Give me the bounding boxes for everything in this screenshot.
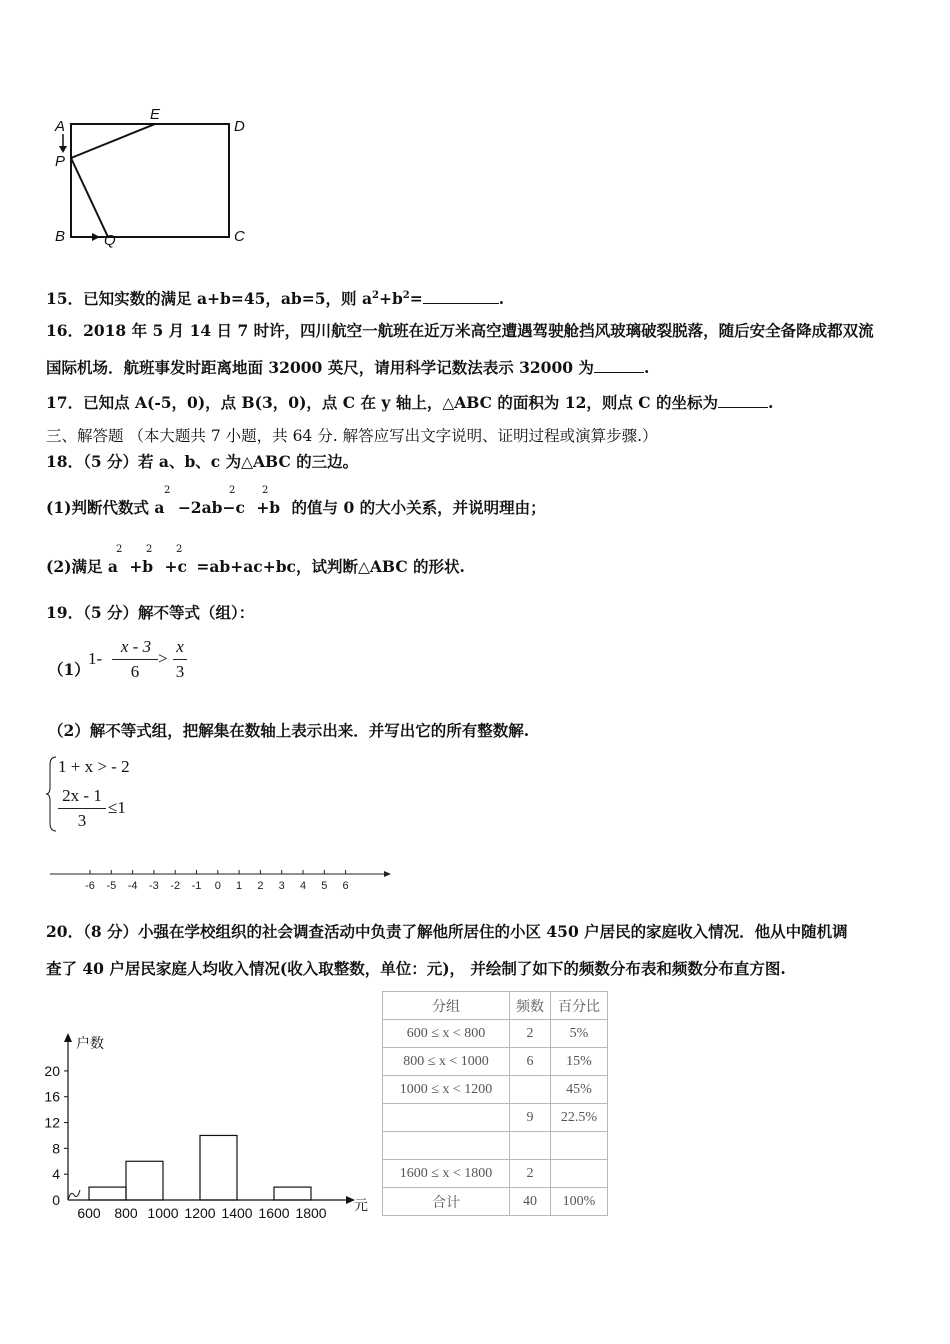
histogram-x-tick-label: 600 — [77, 1205, 101, 1221]
histogram-y-tick-label: 0 — [52, 1192, 60, 1208]
number-line-tick-label: 3 — [278, 880, 285, 892]
question-16-line2 — [46, 358, 649, 378]
table-cell-percent[interactable] — [551, 1132, 608, 1160]
question-19-header: 19．（5 分）解不等式（组）： — [46, 603, 255, 622]
histogram-axis-break — [68, 1190, 80, 1200]
q19-p1-fraction-bar — [112, 659, 158, 660]
q18-p1-b: −2ab−c — [177, 498, 245, 517]
histogram-bar — [126, 1161, 163, 1200]
table-cell-percent: 22.5% — [551, 1104, 608, 1132]
table-cell-count[interactable] — [510, 1076, 551, 1104]
table-header-count: 频数 — [510, 992, 551, 1020]
q19-system-line1: 1 + x > - 2 — [58, 757, 130, 776]
q18-p2-a: (2)满足 a — [46, 557, 118, 576]
rectangle-figure — [40, 100, 270, 260]
table-row — [383, 1104, 608, 1132]
table-cell-percent: 100% — [551, 1188, 608, 1216]
table-cell-group: 800 ≤ x < 1000 — [383, 1048, 510, 1076]
segment-pe — [71, 124, 155, 158]
q15-answer-blank[interactable] — [423, 289, 499, 304]
q18-p2-d: =ab+ac+bc，试判断△ABC 的形状. — [196, 557, 465, 576]
question-18-part2 — [46, 557, 465, 577]
table-cell-count: 2 — [510, 1020, 551, 1048]
histogram-bar — [89, 1187, 126, 1200]
number-line-arrow — [384, 871, 391, 877]
table-cell-count[interactable] — [510, 1132, 551, 1160]
histogram-y-arrow — [64, 1033, 72, 1042]
frequency-table — [382, 991, 608, 1216]
question-18-header: 18．（5 分）若 a、b、c 为△ABC 的三边。 — [46, 452, 359, 471]
number-line-tick-label: -1 — [191, 880, 202, 892]
histogram-x-tick-label: 1800 — [295, 1205, 327, 1221]
question-20-line2: 查了 40 户居民家庭人均收入情况(收入取整数，单位：元)， 并绘制了如下的频数分布表和频数分布直方图. — [46, 959, 786, 978]
question-20-line1: 20．（8 分）小强在学校组织的社会调查活动中负责了解他所居住的小区 450 户居民的家庭收入情况．他从中随机调 — [46, 922, 848, 941]
q18-p2-sup1: 2 — [116, 544, 123, 555]
q19-system-fraction-bar — [58, 808, 106, 809]
histogram-x-tick-label: 1400 — [221, 1205, 253, 1221]
table-row — [383, 1132, 608, 1160]
q18-p1-c: +b — [256, 498, 281, 517]
q18-p1-sup3: 2 — [262, 485, 269, 496]
histogram-xlabel: 元 — [354, 1197, 368, 1213]
q17-answer-blank[interactable] — [718, 393, 768, 408]
q16-line2-text: 国际机场．航班事发时距离地面 32000 英尺，请用科学记数法表示 32000 为 — [46, 358, 594, 377]
q18-p1-d: 的值与 0 的大小关系，并说明理由； — [291, 498, 546, 517]
number-line-tick-label: -5 — [106, 880, 117, 892]
histogram-y-tick-label: 4 — [52, 1166, 60, 1183]
q15-text2: +b — [378, 289, 403, 309]
table-row — [383, 1020, 608, 1048]
table-cell-count: 6 — [510, 1048, 551, 1076]
histogram-chart — [40, 1030, 380, 1230]
table-cell-percent[interactable] — [551, 1160, 608, 1188]
label-e: E — [150, 106, 161, 123]
q17-end: . — [768, 393, 774, 412]
q15-sup-a: 2 — [372, 290, 379, 301]
number-line-tick-label: 1 — [236, 880, 243, 892]
table-total-row — [383, 1188, 608, 1216]
number-line-tick-label: -6 — [85, 880, 95, 892]
segment-pq — [71, 158, 108, 237]
q17-text: 17．已知点 A(-5，0)，点 B(3，0)，点 C 在 y 轴上，△ABC 的面积为 12，则点 C 的坐标为 — [46, 393, 718, 412]
number-line-tick-label: 4 — [299, 880, 307, 892]
q19-p1-rfraction-bar — [173, 659, 187, 660]
table-cell-percent: 45% — [551, 1076, 608, 1104]
label-q: Q — [104, 232, 116, 249]
q19-system-denominator: 3 — [77, 811, 87, 830]
number-line-tick-label: 0 — [214, 880, 221, 892]
q19-system-numerator: 2x - 1 — [62, 786, 102, 805]
q19-p1-rnum: x — [176, 637, 184, 656]
table-header-percent: 百分比 — [551, 992, 608, 1020]
q19-p1-numerator: x - 3 — [120, 637, 152, 656]
arrow-ap-head — [59, 146, 67, 153]
q18-p1-sup1: 2 — [164, 485, 171, 496]
table-header-group: 分组 — [383, 992, 510, 1020]
table-cell-group[interactable] — [383, 1104, 510, 1132]
number-line-tick-label: 2 — [257, 880, 264, 892]
table-cell-percent: 15% — [551, 1048, 608, 1076]
q19-p1-denominator: 6 — [130, 662, 140, 681]
question-19-part2: （2）解不等式组，把解集在数轴上表示出来．并写出它的所有整数解. — [48, 721, 530, 740]
rectangle-abcd — [71, 124, 229, 237]
question-16-line1: 16．2018 年 5 月 14 日 7 时许，四川航空一航班在近万米高空遭遇驾驶舱挡风玻璃破裂脱落，随后安全备降成都双流 — [46, 321, 874, 340]
system-brace — [46, 755, 58, 833]
histogram-x-tick-label: 1200 — [184, 1205, 216, 1221]
number-line-tick-label: -2 — [170, 880, 181, 892]
q18-p1-sup2: 2 — [229, 485, 236, 496]
number-line[interactable] — [48, 864, 394, 894]
table-cell-group[interactable] — [383, 1132, 510, 1160]
label-a: A — [55, 118, 66, 135]
number-line-tick-label: -4 — [127, 880, 138, 892]
number-line-tick-label: -3 — [149, 880, 159, 892]
table-cell-percent: 5% — [551, 1020, 608, 1048]
histogram-x-tick-label: 1600 — [258, 1205, 290, 1221]
arrow-bq-head — [92, 233, 100, 241]
table-header-row — [383, 992, 608, 1020]
table-cell-group: 合计 — [383, 1188, 510, 1216]
number-line-tick-label: 5 — [321, 880, 328, 892]
section-3-heading: 三、解答题 （本大题共 7 小题，共 64 分. 解答应写出文字说明、证明过程或演算步骤.） — [46, 427, 658, 445]
table-cell-group: 1600 ≤ x < 1800 — [383, 1160, 510, 1188]
histogram-y-tick-label: 16 — [44, 1088, 60, 1105]
histogram-y-tick-label: 20 — [44, 1062, 60, 1079]
q19-p1-op: > — [158, 649, 168, 668]
table-row — [383, 1160, 608, 1188]
label-c: C — [234, 228, 245, 245]
histogram-y-tick-label: 12 — [44, 1114, 60, 1131]
histogram-bar — [274, 1187, 311, 1200]
q15-end: . — [498, 289, 505, 309]
table-cell-group: 600 ≤ x < 800 — [383, 1020, 510, 1048]
q18-p2-c: +c — [164, 557, 187, 576]
histogram-x-tick-label: 1000 — [147, 1205, 179, 1221]
label-p: P — [55, 153, 66, 170]
table-row — [383, 1048, 608, 1076]
histogram-x-tick-label: 800 — [114, 1205, 138, 1221]
q19-p1-lead: 1- — [88, 649, 103, 668]
table-cell-count: 2 — [510, 1160, 551, 1188]
q19-system-op: ≤1 — [108, 798, 126, 817]
q16-end: . — [643, 358, 650, 377]
label-d: D — [234, 118, 245, 135]
q16-answer-blank[interactable] — [594, 358, 644, 373]
q18-p2-b: +b — [129, 557, 154, 576]
q15-text3: = — [409, 289, 423, 309]
histogram-bar — [200, 1135, 237, 1200]
q19-p1-label: （1） — [48, 660, 90, 679]
q18-p1-a: (1)判断代数式 a — [46, 498, 165, 517]
table-cell-count: 9 — [510, 1104, 551, 1132]
q15-text: 15．已知实数的满足 a+b=45，ab=5，则 a — [46, 289, 372, 309]
q15-sup-b: 2 — [402, 290, 410, 301]
table-cell-group: 1000 ≤ x < 1200 — [383, 1076, 510, 1104]
table-row — [383, 1076, 608, 1104]
table-cell-count: 40 — [510, 1188, 551, 1216]
histogram-y-tick-label: 8 — [52, 1140, 60, 1157]
q18-p2-sup2: 2 — [146, 544, 153, 555]
label-b: B — [55, 228, 66, 245]
number-line-tick-label: 6 — [342, 880, 349, 892]
q19-p1-rden: 3 — [175, 662, 185, 681]
question-15 — [46, 286, 504, 309]
question-18-part1 — [46, 498, 546, 518]
histogram-ylabel: 户数 — [76, 1035, 104, 1051]
question-17 — [46, 393, 773, 413]
q18-p2-sup3: 2 — [176, 544, 183, 555]
